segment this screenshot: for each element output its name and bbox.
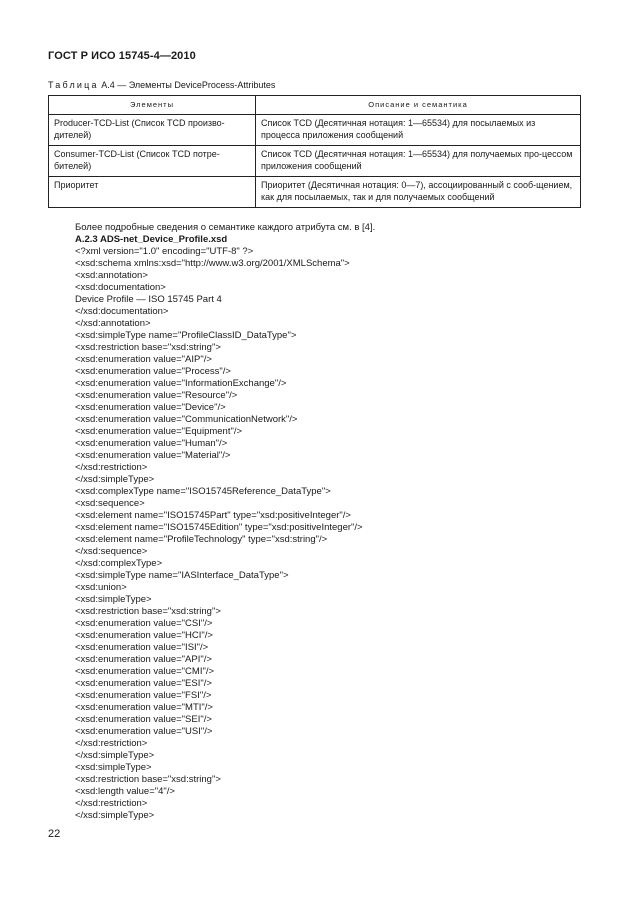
code-listing — [75, 246, 595, 822]
code-line: <xsd:enumeration value="MTI"/> — [75, 702, 213, 713]
code-line: </xsd:sequence> — [75, 546, 148, 557]
table-row — [49, 146, 581, 177]
table-cell-element: Приоритет — [49, 177, 256, 208]
code-line: <xsd:enumeration value="SEI"/> — [75, 714, 212, 725]
code-line: <xsd:restriction base="xsd:string"> — [75, 774, 221, 785]
table-caption-label: Таблица — [48, 80, 99, 90]
code-line: <xsd:enumeration value="HCI"/> — [75, 630, 213, 641]
body-text — [75, 222, 595, 822]
code-line: <xsd:enumeration value="API"/> — [75, 654, 212, 665]
code-line: <?xml version="1.0" encoding="UTF-8" ?> — [75, 246, 254, 257]
code-line: <xsd:simpleType name="ProfileClassID_DataType"> — [75, 330, 297, 341]
code-line: <xsd:enumeration value="Equipment"/> — [75, 426, 243, 437]
code-line: <xsd:documentation> — [75, 282, 166, 293]
code-line: <xsd:enumeration value="CSI"/> — [75, 618, 213, 629]
code-line: <xsd:schema xmlns:xsd="http://www.w3.org/2001/XMLSchema"> — [75, 258, 350, 269]
page-header: ГОСТ Р ИСО 15745-4—2010 — [48, 50, 196, 62]
code-line: <xsd:enumeration value="AIP"/> — [75, 354, 212, 365]
code-line: <xsd:enumeration value="Resource"/> — [75, 390, 238, 401]
code-line: <xsd:annotation> — [75, 270, 148, 281]
code-line: <xsd:enumeration value="USI"/> — [75, 726, 213, 737]
code-line: Device Profile — ISO 15745 Part 4 — [75, 294, 222, 305]
page-number: 22 — [48, 828, 61, 840]
code-line: <xsd:element name="ProfileTechnology" type="xsd:string"/> — [75, 534, 328, 545]
code-line: <xsd:enumeration value="Device"/> — [75, 402, 226, 413]
code-line: <xsd:complexType name="ISO15745Reference_DataType"> — [75, 486, 331, 497]
table-cell-description: Приоритет (Десятичная нотация: 0—7), ассоциированный с сооб-щением, как для посылаемых, так и для получаемых сообщений — [256, 177, 581, 208]
code-line: </xsd:restriction> — [75, 462, 148, 473]
code-line: </xsd:simpleType> — [75, 810, 155, 821]
table-cell-element: Producer-TCD-List (Список TCD произво-дителей) — [49, 115, 256, 146]
table-header-row — [49, 96, 581, 115]
table-header-elements: Элементы — [49, 96, 256, 115]
code-line: <xsd:enumeration value="Material"/> — [75, 450, 231, 461]
table-row — [49, 177, 581, 208]
code-line: </xsd:simpleType> — [75, 474, 155, 485]
code-line: </xsd:annotation> — [75, 318, 151, 329]
code-line: <xsd:simpleType> — [75, 762, 152, 773]
code-line: <xsd:union> — [75, 582, 127, 593]
table-cell-description: Список TCD (Десятичная нотация: 1—65534) для посылаемых из процесса приложения сообщений — [256, 115, 581, 146]
table-row — [49, 115, 581, 146]
code-line: <xsd:restriction base="xsd:string"> — [75, 606, 221, 617]
code-line: <xsd:enumeration value="CMI"/> — [75, 666, 215, 677]
code-line: </xsd:documentation> — [75, 306, 169, 317]
code-line: <xsd:restriction base="xsd:string"> — [75, 342, 221, 353]
section-heading: A.2.3 ADS-net_Device_Profile.xsd — [75, 234, 228, 245]
code-line: <xsd:element name="ISO15745Edition" type="xsd:positiveInteger"/> — [75, 522, 363, 533]
code-line: <xsd:enumeration value="Process"/> — [75, 366, 231, 377]
code-line: <xsd:enumeration value="CommunicationNetwork"/> — [75, 414, 298, 425]
code-line: <xsd:enumeration value="Human"/> — [75, 438, 228, 449]
code-line: <xsd:sequence> — [75, 498, 145, 509]
intro-paragraph: Более подробные сведения о семантике каждого атрибута см. в [4]. — [75, 222, 376, 233]
table-cell-description: Список TCD (Десятичная нотация: 1—65534) для получаемых про-цессом приложения сообщений — [256, 146, 581, 177]
code-line: <xsd:simpleType name="IASInterface_DataType"> — [75, 570, 289, 581]
table-header-description: Описание и семантика — [256, 96, 581, 115]
code-line: <xsd:length value="4"/> — [75, 786, 175, 797]
code-line: </xsd:simpleType> — [75, 750, 155, 761]
code-line: <xsd:enumeration value="ESI"/> — [75, 678, 212, 689]
code-line: <xsd:enumeration value="ISI"/> — [75, 642, 209, 653]
code-line: <xsd:element name="ISO15745Part" type="xsd:positiveInteger"/> — [75, 510, 351, 521]
table-caption-text: А.4 — Элементы DeviceProcess-Attributes — [98, 80, 276, 90]
code-line: </xsd:restriction> — [75, 738, 148, 749]
table-caption — [48, 80, 275, 90]
code-line: <xsd:enumeration value="FSI"/> — [75, 690, 212, 701]
attributes-table — [48, 95, 581, 208]
code-line: </xsd:restriction> — [75, 798, 148, 809]
table-cell-element: Consumer-TCD-List (Список TCD потре-бителей) — [49, 146, 256, 177]
code-line: </xsd:complexType> — [75, 558, 163, 569]
code-line: <xsd:enumeration value="InformationExchange"/> — [75, 378, 287, 389]
code-line: <xsd:simpleType> — [75, 594, 152, 605]
